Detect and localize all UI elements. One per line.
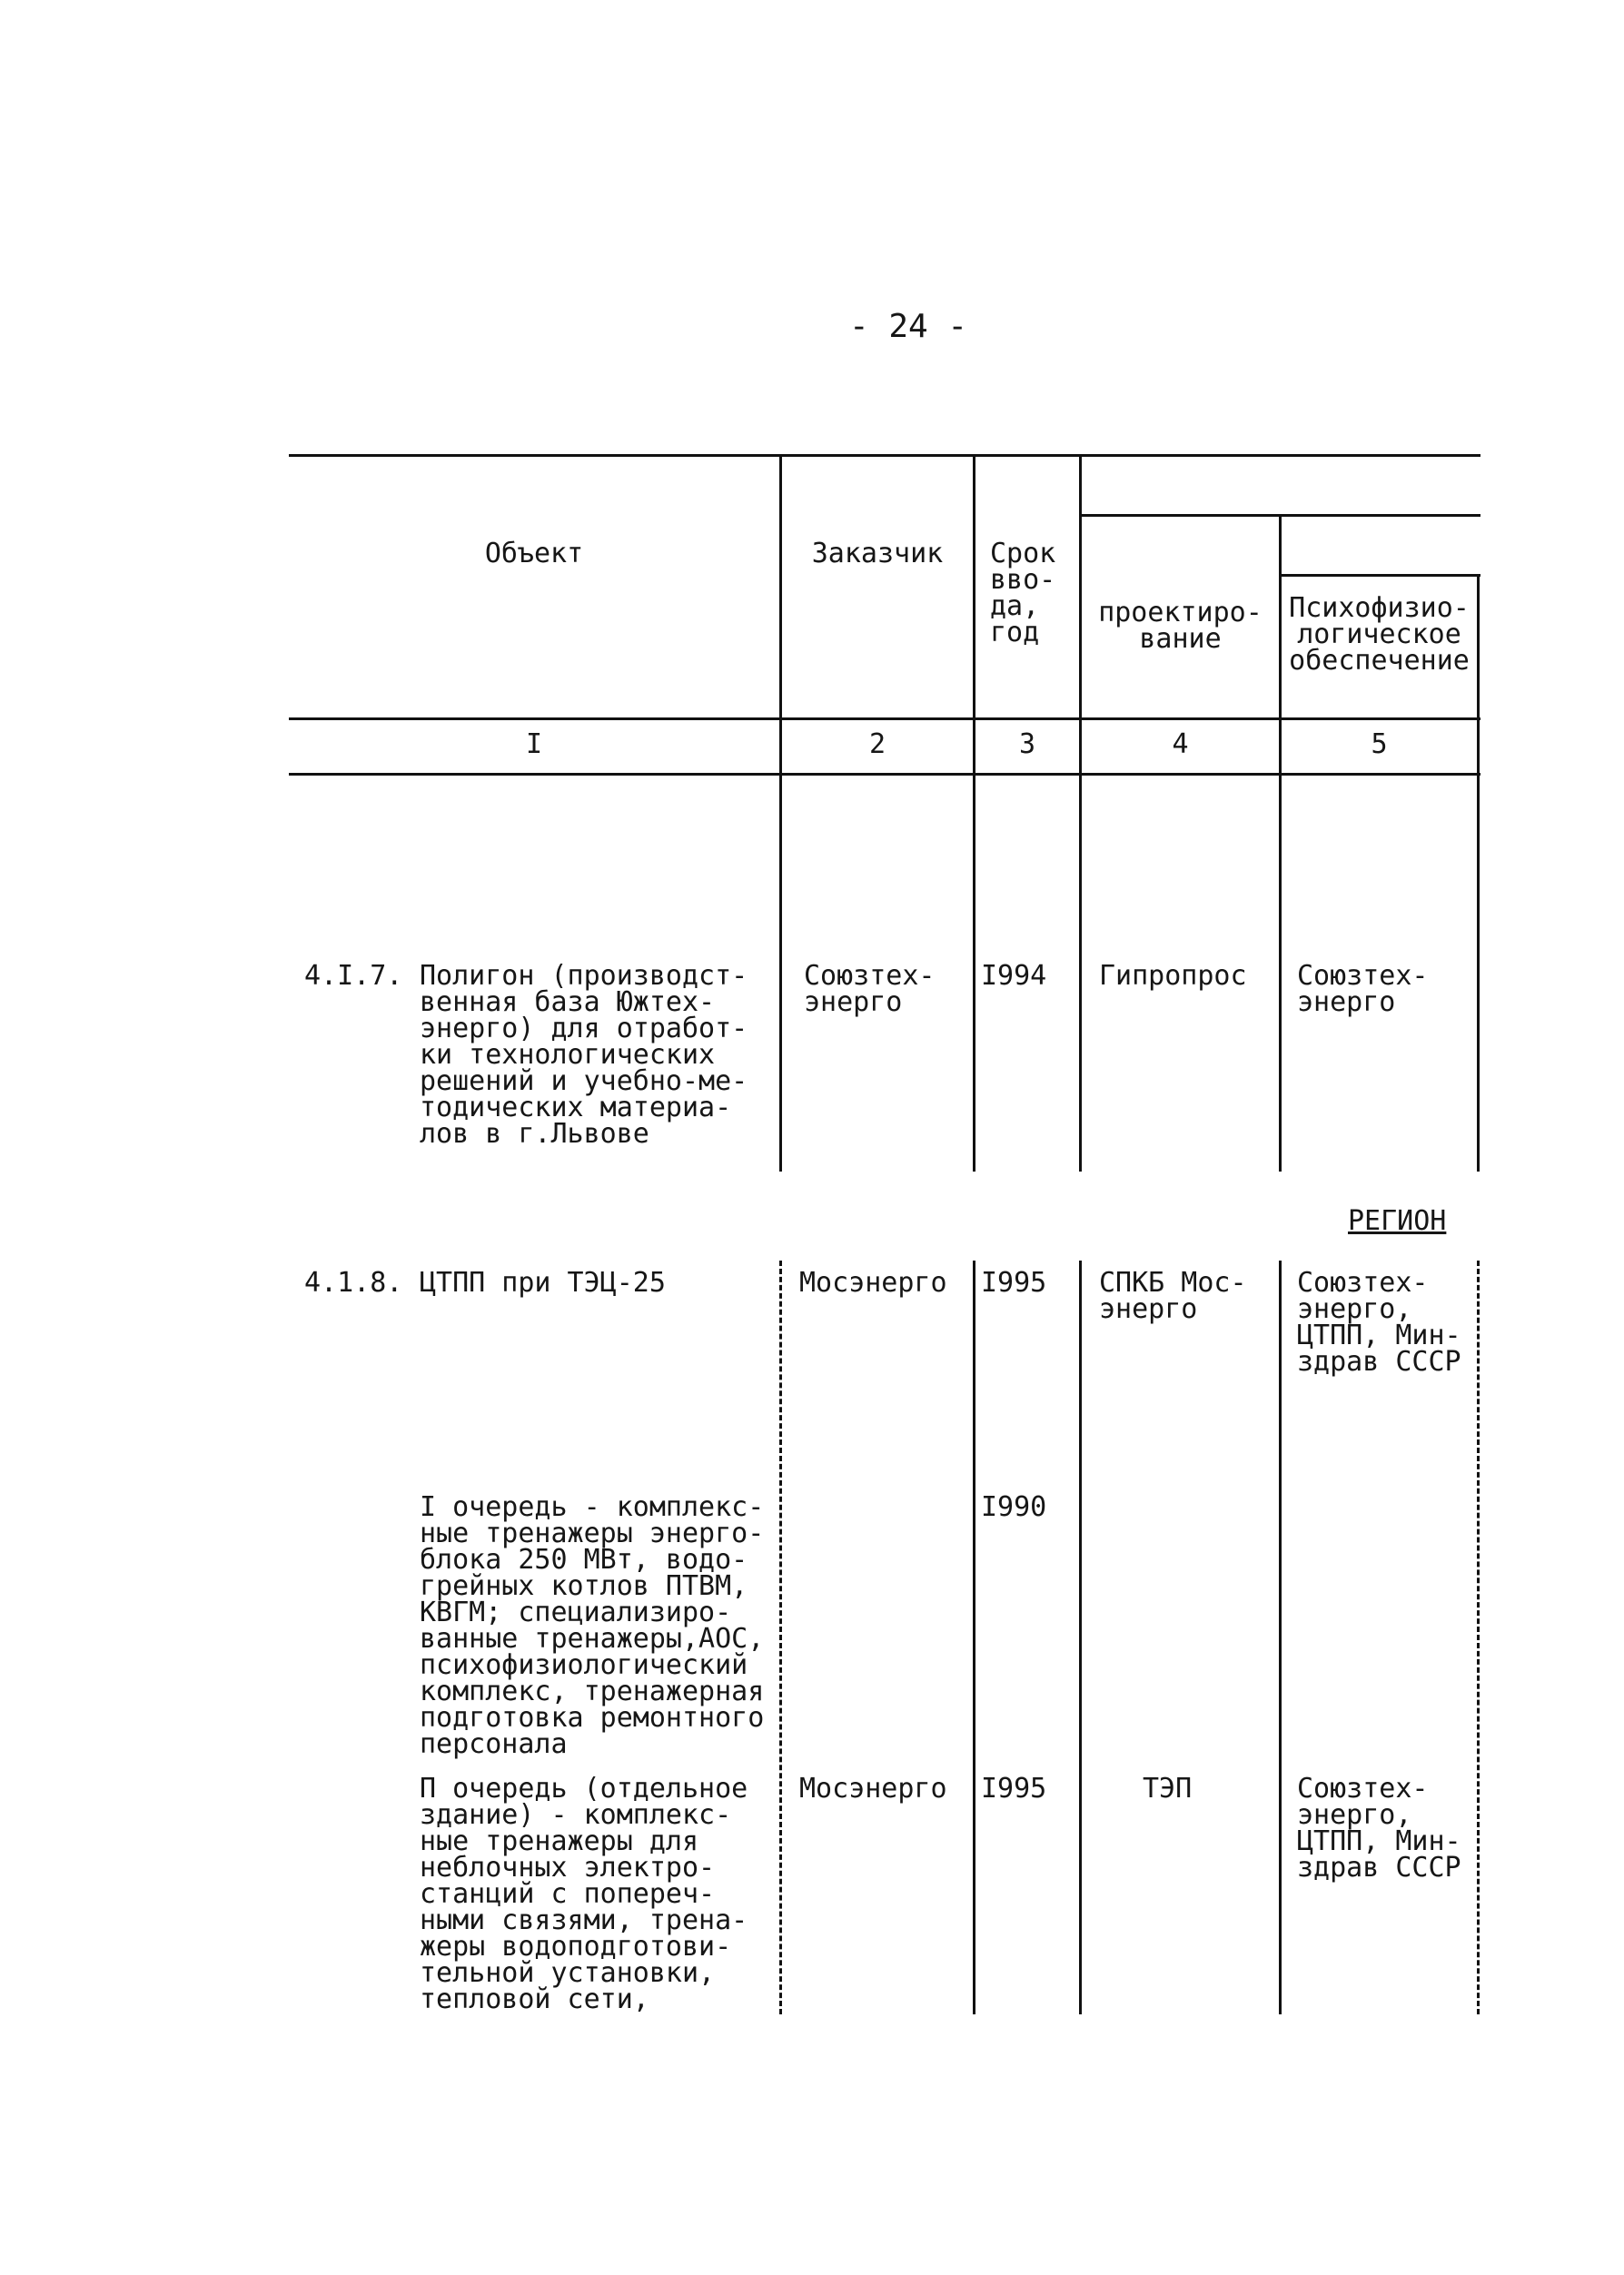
col-divider-5-bottom — [1477, 1261, 1480, 2014]
col-number-5: 5 — [1371, 728, 1388, 760]
col-divider-3-bottom — [1079, 1261, 1082, 2014]
region-label: РЕГИОН — [1348, 1205, 1447, 1237]
col-number-3: 3 — [1018, 728, 1036, 760]
row-design: ТЭП — [1143, 1773, 1193, 1805]
row-year: I995 — [981, 1267, 1047, 1299]
row-year: I995 — [981, 1773, 1047, 1805]
header-bottom-rule — [289, 717, 1480, 720]
row-customer: Мосэнерго — [799, 1267, 947, 1299]
col-divider-5-top — [1477, 574, 1480, 1172]
table-top-rule — [289, 454, 1480, 457]
row-customer: Мосэнерго — [799, 1773, 947, 1805]
col-divider-2-top — [973, 454, 975, 1172]
col-divider-3-top — [1079, 454, 1082, 1172]
col-divider-4-bottom — [1279, 1261, 1282, 2014]
header-customer: Заказчик — [811, 538, 944, 569]
row-number: 4.I.7. — [304, 960, 403, 992]
header-subrule-2 — [1279, 574, 1480, 577]
header-commissioning-year: Срок вво- да, год — [990, 538, 1056, 648]
col-number-4: 4 — [1172, 728, 1189, 760]
row-year: I990 — [981, 1491, 1047, 1523]
row-object: I очередь - комплекс- ные тренажеры энерго- блока 250 МВт, водо- грейных котлов ПТВМ, КВГМ; специализиро- ванные тренажеры,АОС, психофизиологический комплекс, тренажерная подготовка ремонтного персонала — [420, 1491, 765, 1760]
row-number: 4.1.8. — [304, 1267, 403, 1299]
row-customer: Союзтех- энерго — [804, 960, 936, 1018]
col-divider-1-bottom — [779, 1261, 782, 2014]
row-design: Гипропрос — [1099, 960, 1247, 992]
row-object: Полигон (производст- венная база Южтех- энерго) для отработ- ки технологических решений и учебно-ме- тодических материа- лов в г.Львове — [420, 960, 748, 1150]
row-object: ЦТПП при ТЭЦ-25 — [420, 1267, 666, 1299]
row-object: П очередь (отдельное здание) - комплекс- ные тренажеры для неблочных электро- станций с попереч- ными связями, трена- жеры водоподготови- тельной установки, тепловой сети, — [420, 1773, 748, 2015]
row-support: Союзтех- энерго, ЦТПП, Мин- здрав СССР — [1297, 1773, 1461, 1884]
row-year: I994 — [981, 960, 1047, 992]
row-support: Союзтех- энерго, ЦТПП, Мин- здрав СССР — [1297, 1267, 1461, 1378]
row-design: СПКБ Мос- энерго — [1099, 1267, 1247, 1325]
header-psychophysiological-support: Психофизио- логическое обеспечение — [1289, 592, 1470, 677]
row-support: Союзтех- энерго — [1297, 960, 1429, 1018]
col-number-2: 2 — [868, 728, 886, 760]
header-object: Объект — [484, 538, 584, 569]
page-number: - 24 - — [848, 308, 968, 345]
col-number-1: I — [525, 728, 543, 760]
col-numbers-bottom-rule — [289, 773, 1480, 776]
col-divider-2-bottom — [973, 1261, 975, 2014]
header-design: проектиро- вание — [1098, 597, 1263, 655]
